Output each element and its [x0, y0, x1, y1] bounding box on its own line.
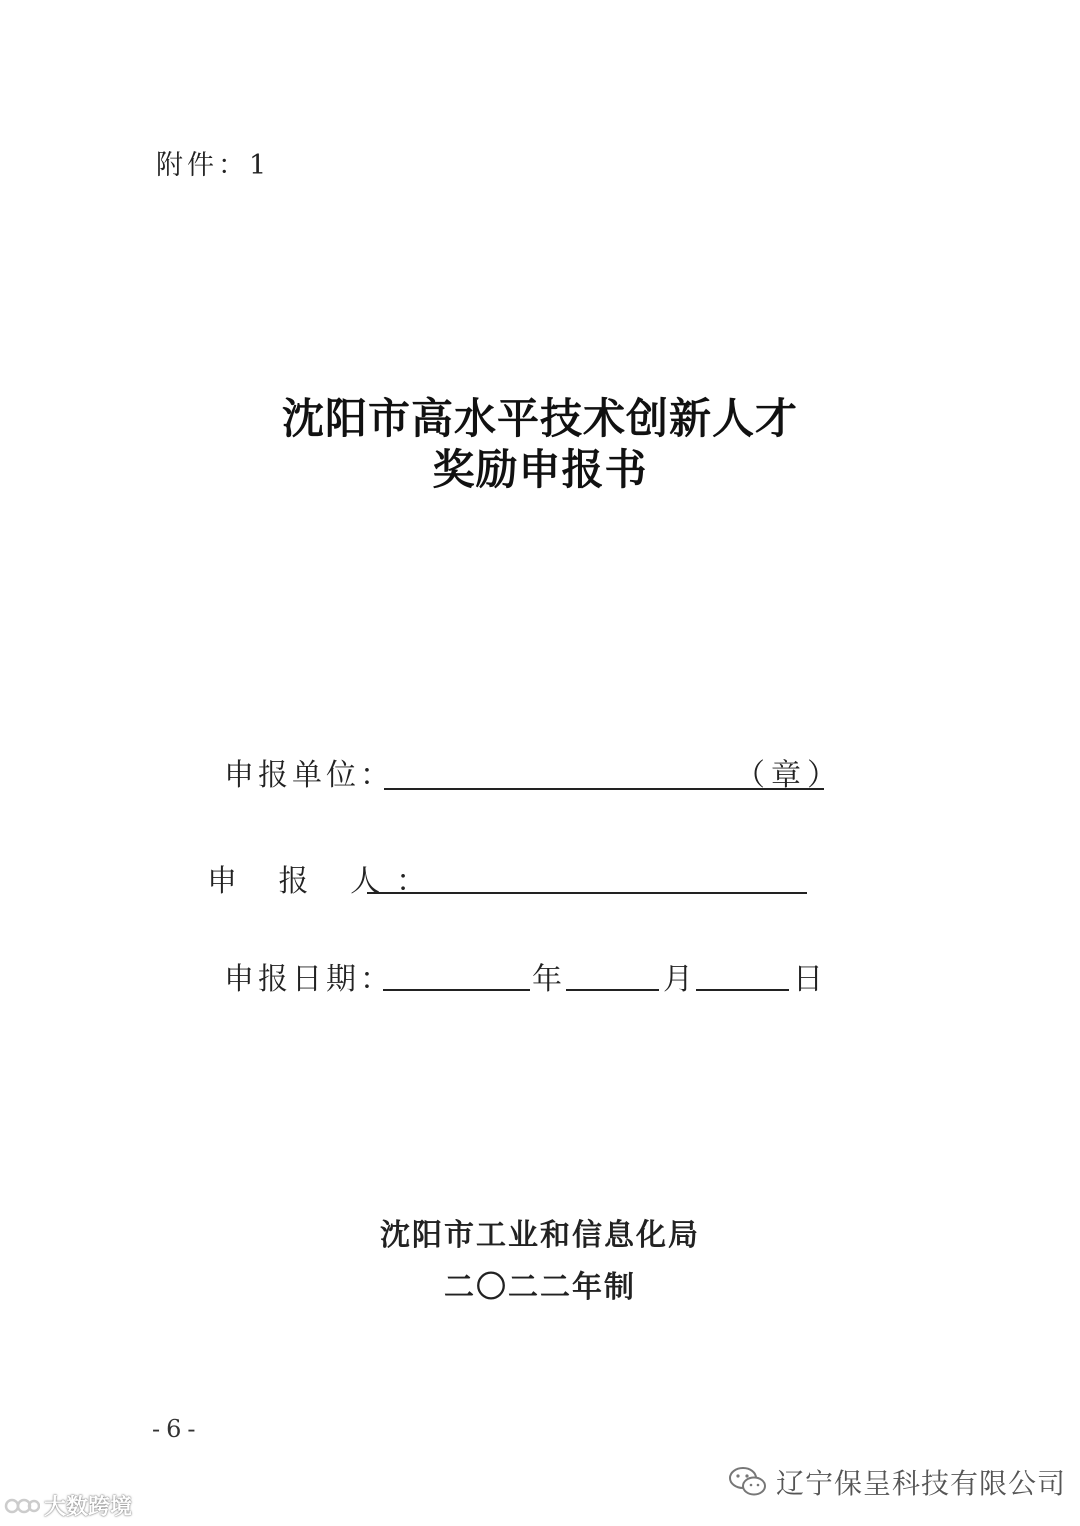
year-blank[interactable] — [383, 989, 530, 991]
applicant-blank[interactable] — [367, 892, 807, 894]
wechat-icon — [728, 1465, 768, 1499]
application-date-field — [0, 954, 1080, 1004]
applicant-unit-label: 申报单位： — [224, 758, 394, 793]
issue-year: 二〇二二年制 — [444, 1270, 636, 1305]
day-blank[interactable] — [696, 989, 789, 991]
document-title-line-2: 奖励申报书 — [432, 445, 648, 494]
applicant-field — [0, 856, 1080, 906]
brand-logo-icon — [4, 1495, 40, 1517]
document-title-line-1: 沈阳市高水平技术创新人才 — [281, 394, 798, 443]
right-watermark — [728, 1462, 1066, 1502]
applicant-unit-field — [0, 750, 1080, 800]
year-unit: 年 — [532, 962, 562, 997]
application-date-label: 申报日期： — [224, 962, 394, 997]
seal-note: （章） — [735, 758, 843, 793]
page-number: -6- — [152, 1415, 202, 1443]
issuer-name: 沈阳市工业和信息化局 — [380, 1218, 700, 1253]
day-unit: 日 — [793, 962, 823, 997]
applicant-label: 申 报 人： — [207, 864, 443, 899]
left-watermark-text: 大数跨境 — [44, 1495, 133, 1520]
month-blank[interactable] — [566, 989, 659, 991]
right-watermark-text: 辽宁保呈科技有限公司 — [776, 1467, 1067, 1500]
left-watermark — [4, 1490, 132, 1521]
attachment-label: 附件：1 — [156, 150, 271, 181]
month-unit: 月 — [663, 962, 693, 997]
